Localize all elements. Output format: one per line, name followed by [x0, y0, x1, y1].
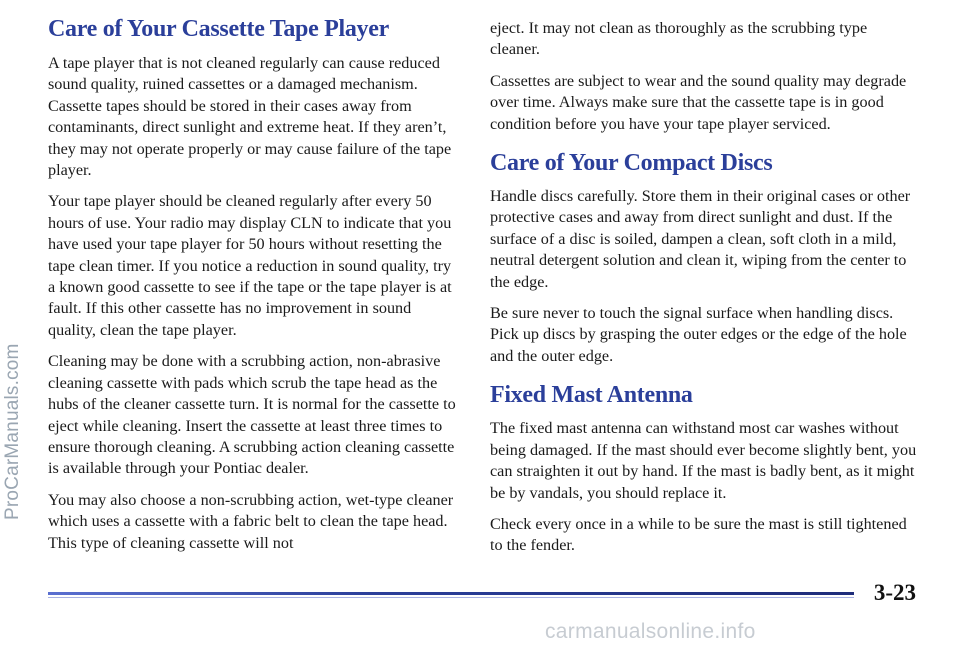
- page-number: 3-23: [873, 580, 916, 605]
- paragraph: You may also choose a non-scrubbing action, wet-type cleaner which uses a cassette with a fabric belt to clean the tape head. This type of cleaning cassette will not: [48, 490, 454, 552]
- right-column: [490, 0, 918, 557]
- paragraph: Check every once in a while to be sure the mast is still tightened to the fender.: [490, 514, 907, 555]
- left-column: [48, 0, 458, 554]
- section-heading-antenna: Fixed Mast Antenna: [490, 382, 693, 409]
- section-heading-cassette: Care of Your Cassette Tape Player: [48, 16, 389, 42]
- paragraph: Be sure never to touch the signal surface when handling discs. Pick up discs by grasping the outer edges or the edge of the hole and the outer edge.: [490, 304, 907, 365]
- paragraph: The fixed mast antenna can withstand most car washes without being damaged. If the mast should ever become slightly bent, you can straighten it out by hand. If the mast is badly bent, as it might be by vandals, you should replace it.: [490, 419, 917, 502]
- footer-rule-thin: [48, 597, 854, 598]
- bottom-watermark: carmanualsonline.info: [545, 620, 756, 643]
- paragraph: A tape player that is not cleaned regularly can cause reduced sound quality, ruined cassettes or a damaged mechanism. Cassette tapes should be stored in their cases away from contaminants, direct sunlight and extreme heat. If they aren’t, they may not operate properly or may cause failure of the tape player.: [48, 54, 452, 180]
- section-heading-compact-discs: Care of Your Compact Discs: [490, 150, 773, 177]
- paragraph: Handle discs carefully. Store them in their original cases or other protective cases and away from direct sunlight and dust. If the surface of a disc is soiled, dampen a clean, soft cloth in a mild, neutral detergent solution and clean it, wiping from the center to the edge.: [490, 187, 911, 291]
- paragraph: Cassettes are subject to wear and the sound quality may degrade over time. Always make sure that the cassette tape is in good condition before you have your tape player serviced.: [490, 71, 907, 133]
- paragraph: eject. It may not clean as thoroughly as the scrubbing type cleaner.: [490, 19, 868, 59]
- paragraph: Your tape player should be cleaned regularly after every 50 hours of use. Your radio may display CLN to indicate that you have used your tape player for 50 hours without resetting the tape clean timer. If you notice a reduction in sound quality, try a known good cassette to see if the tape or the tape player is at fault. If this other cassette has no improvement in sound quality, clean the tape player.: [48, 192, 452, 339]
- paragraph: Cleaning may be done with a scrubbing action, non-abrasive cleaning cassette with pads which scrub the tape head as the hubs of the cleaner cassette turn. It is normal for the cassette to eject while cleaning. Insert the cassette at least three times to ensure thorough cleaning. A scrubbing action cleaning cassette is available through your Pontiac dealer.: [48, 352, 456, 478]
- side-watermark: ProCarManuals.com: [2, 343, 23, 520]
- footer-rule: [48, 592, 854, 595]
